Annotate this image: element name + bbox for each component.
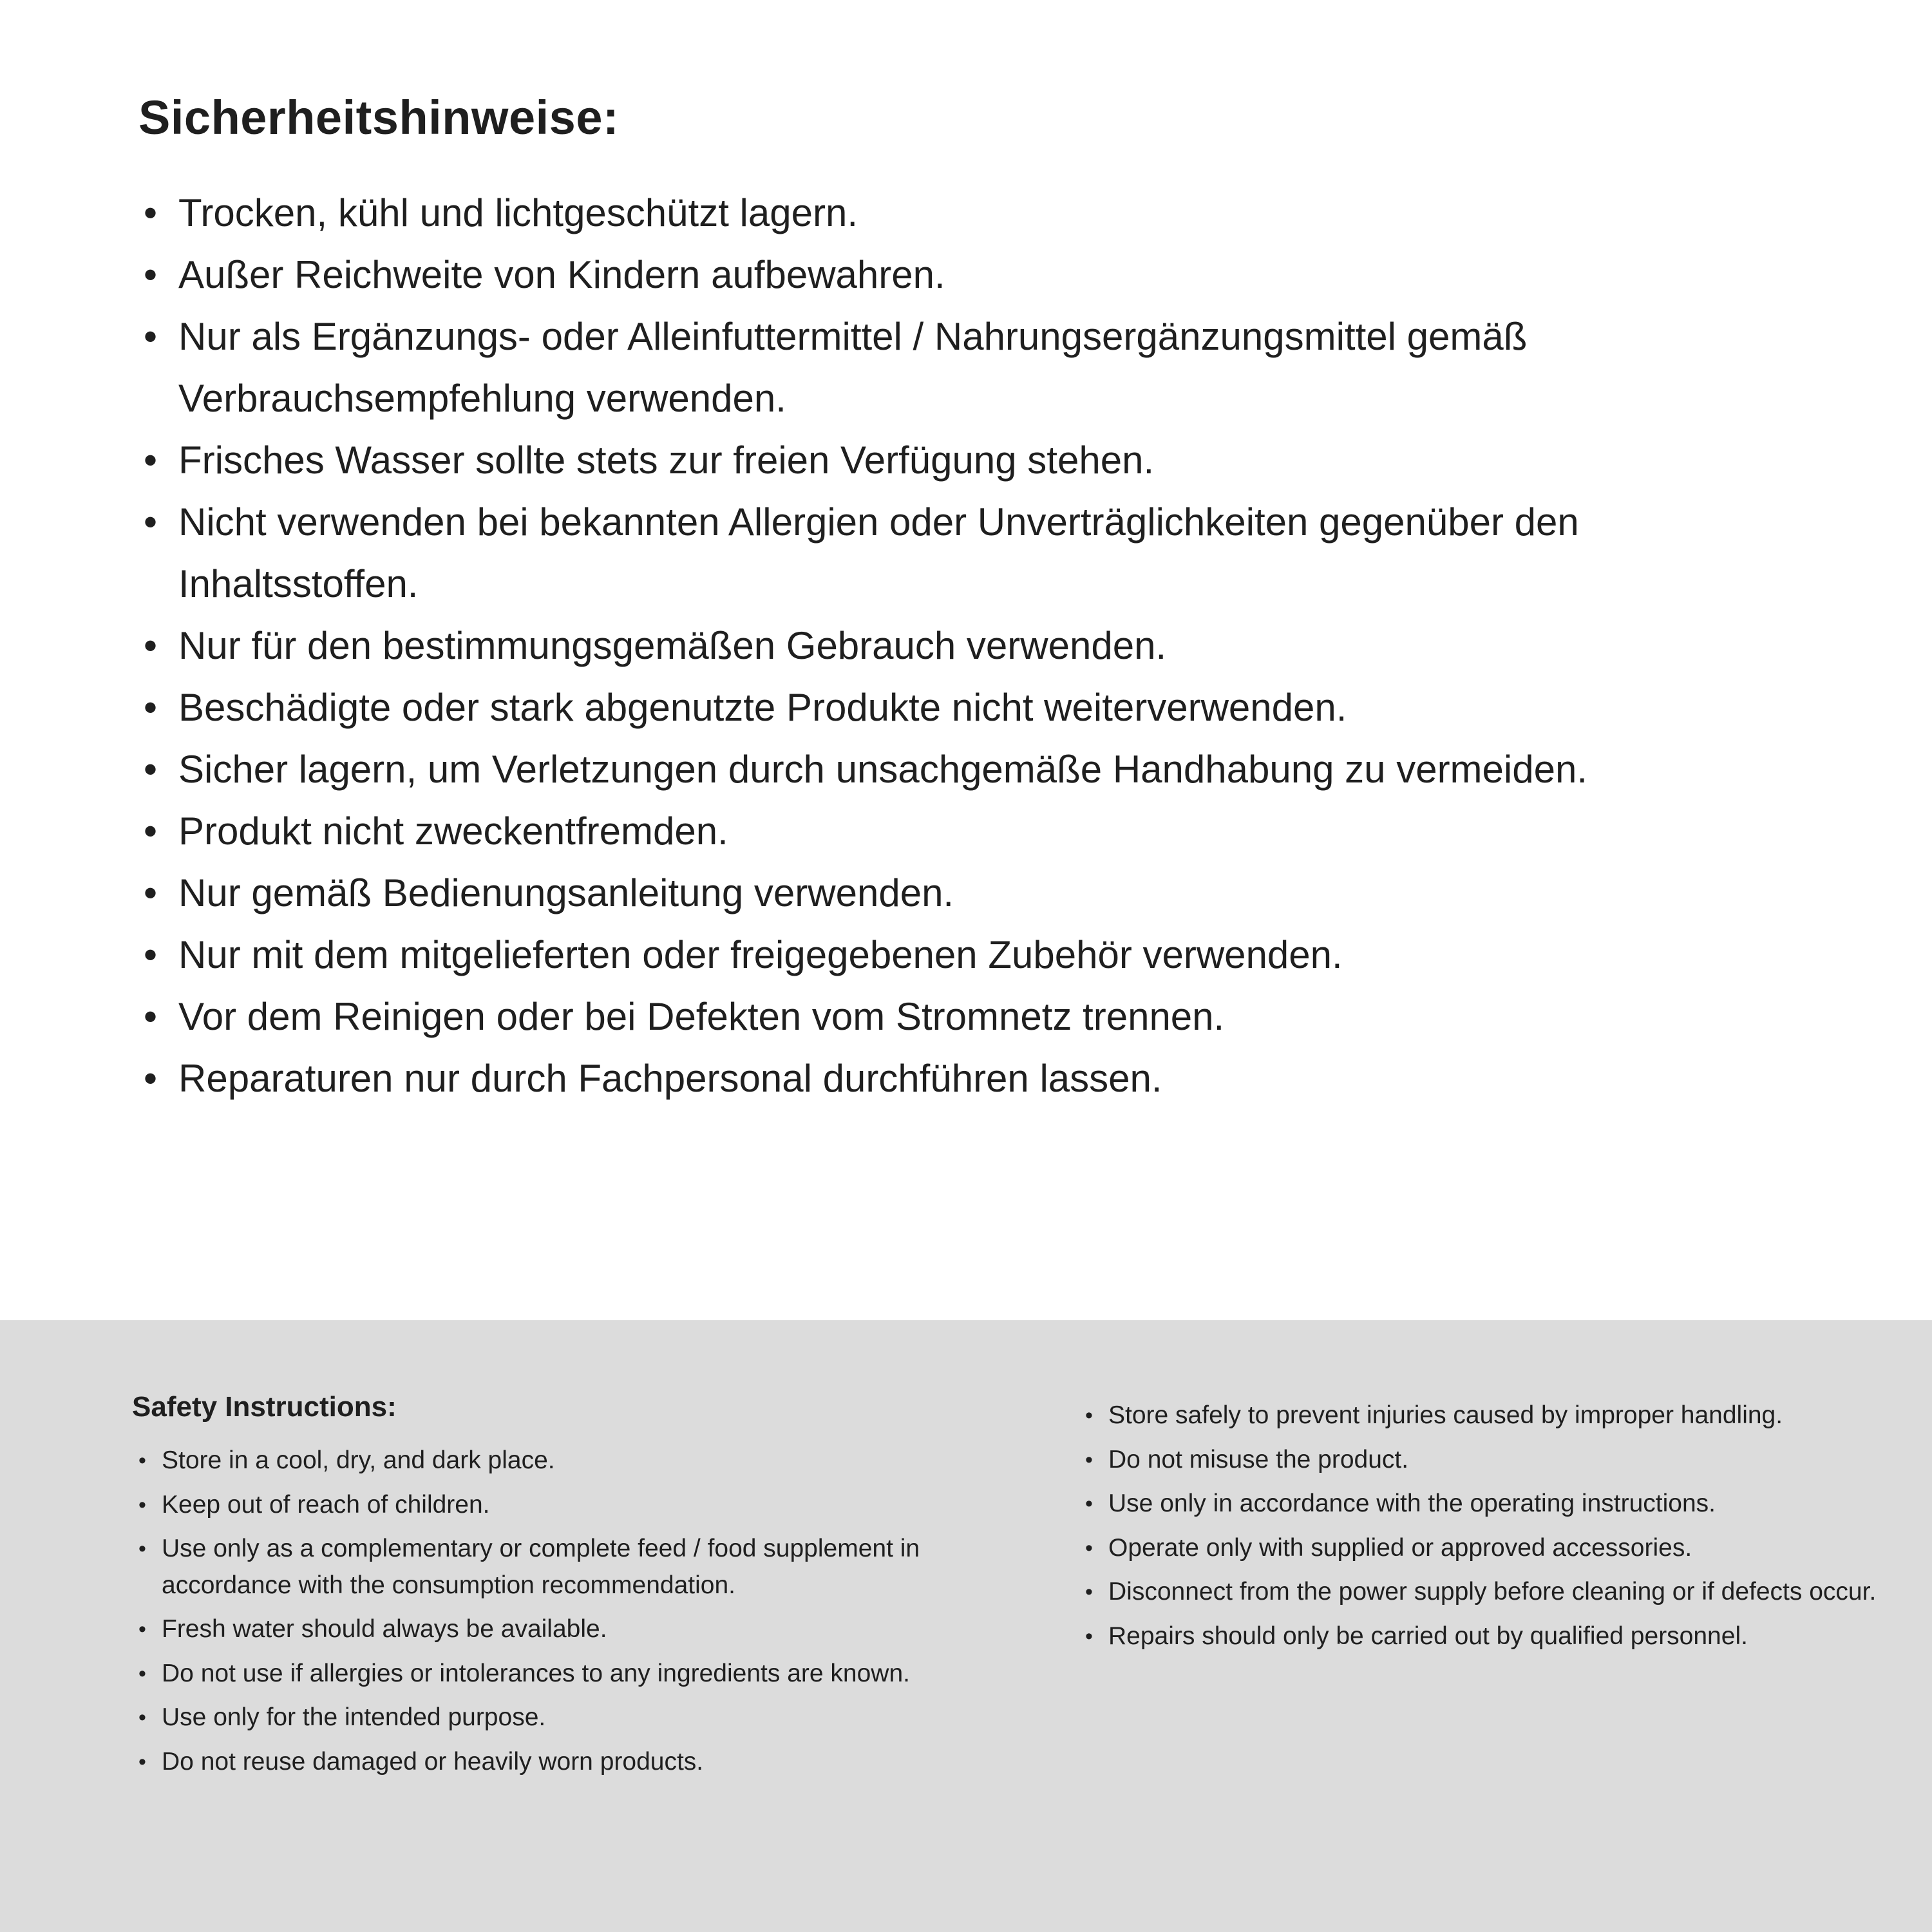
english-right-bullet-list xyxy=(1079,1397,1897,1654)
list-item: • Disconnect from the power supply before cleaning or if defects occur. xyxy=(1079,1574,1897,1611)
list-item: • Produkt nicht zweckentfremden. xyxy=(138,800,1829,862)
list-item: • Beschädigte oder stark abgenutzte Produkte nicht weiterverwenden. xyxy=(138,677,1829,739)
list-item: • Nur gemäß Bedienungsanleitung verwenden. xyxy=(138,862,1829,924)
german-bullet-list xyxy=(138,182,1829,1110)
list-item: • Use only as a complementary or complete feed / food supplement in accordance with the consumption recommendation. xyxy=(132,1531,995,1604)
list-item: • Keep out of reach of children. xyxy=(132,1487,995,1524)
list-item: • Use only in accordance with the operating instructions. xyxy=(1079,1486,1897,1522)
list-item: • Nur für den bestimmungsgemäßen Gebrauch verwenden. xyxy=(138,615,1829,677)
english-section-title: Safety Instructions: xyxy=(132,1391,397,1423)
list-item: • Frisches Wasser sollte stets zur freien Verfügung stehen. xyxy=(138,430,1829,491)
english-safety-section xyxy=(0,1320,1932,1932)
list-item: • Do not misuse the product. xyxy=(1079,1442,1897,1479)
list-item: • Do not use if allergies or intolerances to any ingredients are known. xyxy=(132,1656,995,1692)
list-item: • Store in a cool, dry, and dark place. xyxy=(132,1443,995,1479)
list-item: • Store safely to prevent injuries caused by improper handling. xyxy=(1079,1397,1897,1434)
list-item: • Repairs should only be carried out by qualified personnel. xyxy=(1079,1618,1897,1655)
german-section-title: Sicherheitshinweise: xyxy=(138,91,620,144)
english-right-column xyxy=(1079,1391,1897,1893)
list-item: • Use only for the intended purpose. xyxy=(132,1700,995,1736)
list-item: • Nur mit dem mitgelieferten oder freigegebenen Zubehör verwenden. xyxy=(138,924,1829,986)
list-item: • Außer Reichweite von Kindern aufbewahren. xyxy=(138,244,1829,306)
list-item: • Do not reuse damaged or heavily worn products. xyxy=(132,1744,995,1781)
list-item: • Fresh water should always be available. xyxy=(132,1611,995,1648)
list-item: • Vor dem Reinigen oder bei Defekten vom Stromnetz trennen. xyxy=(138,986,1829,1048)
english-left-bullet-list xyxy=(132,1443,995,1780)
list-item: • Nicht verwenden bei bekannten Allergien oder Unverträglichkeiten gegenüber den Inhaltsstoffen. xyxy=(138,491,1829,615)
list-item: • Nur als Ergänzungs- oder Alleinfuttermittel / Nahrungsergänzungsmittel gemäß Verbrauchsempfehlung verwenden. xyxy=(138,306,1829,430)
list-item: • Operate only with supplied or approved accessories. xyxy=(1079,1530,1897,1567)
english-left-column xyxy=(132,1391,995,1893)
list-item: • Sicher lagern, um Verletzungen durch unsachgemäße Handhabung zu vermeiden. xyxy=(138,739,1829,800)
list-item: • Reparaturen nur durch Fachpersonal durchführen lassen. xyxy=(138,1048,1829,1110)
list-item: • Trocken, kühl und lichtgeschützt lagern. xyxy=(138,182,1829,244)
